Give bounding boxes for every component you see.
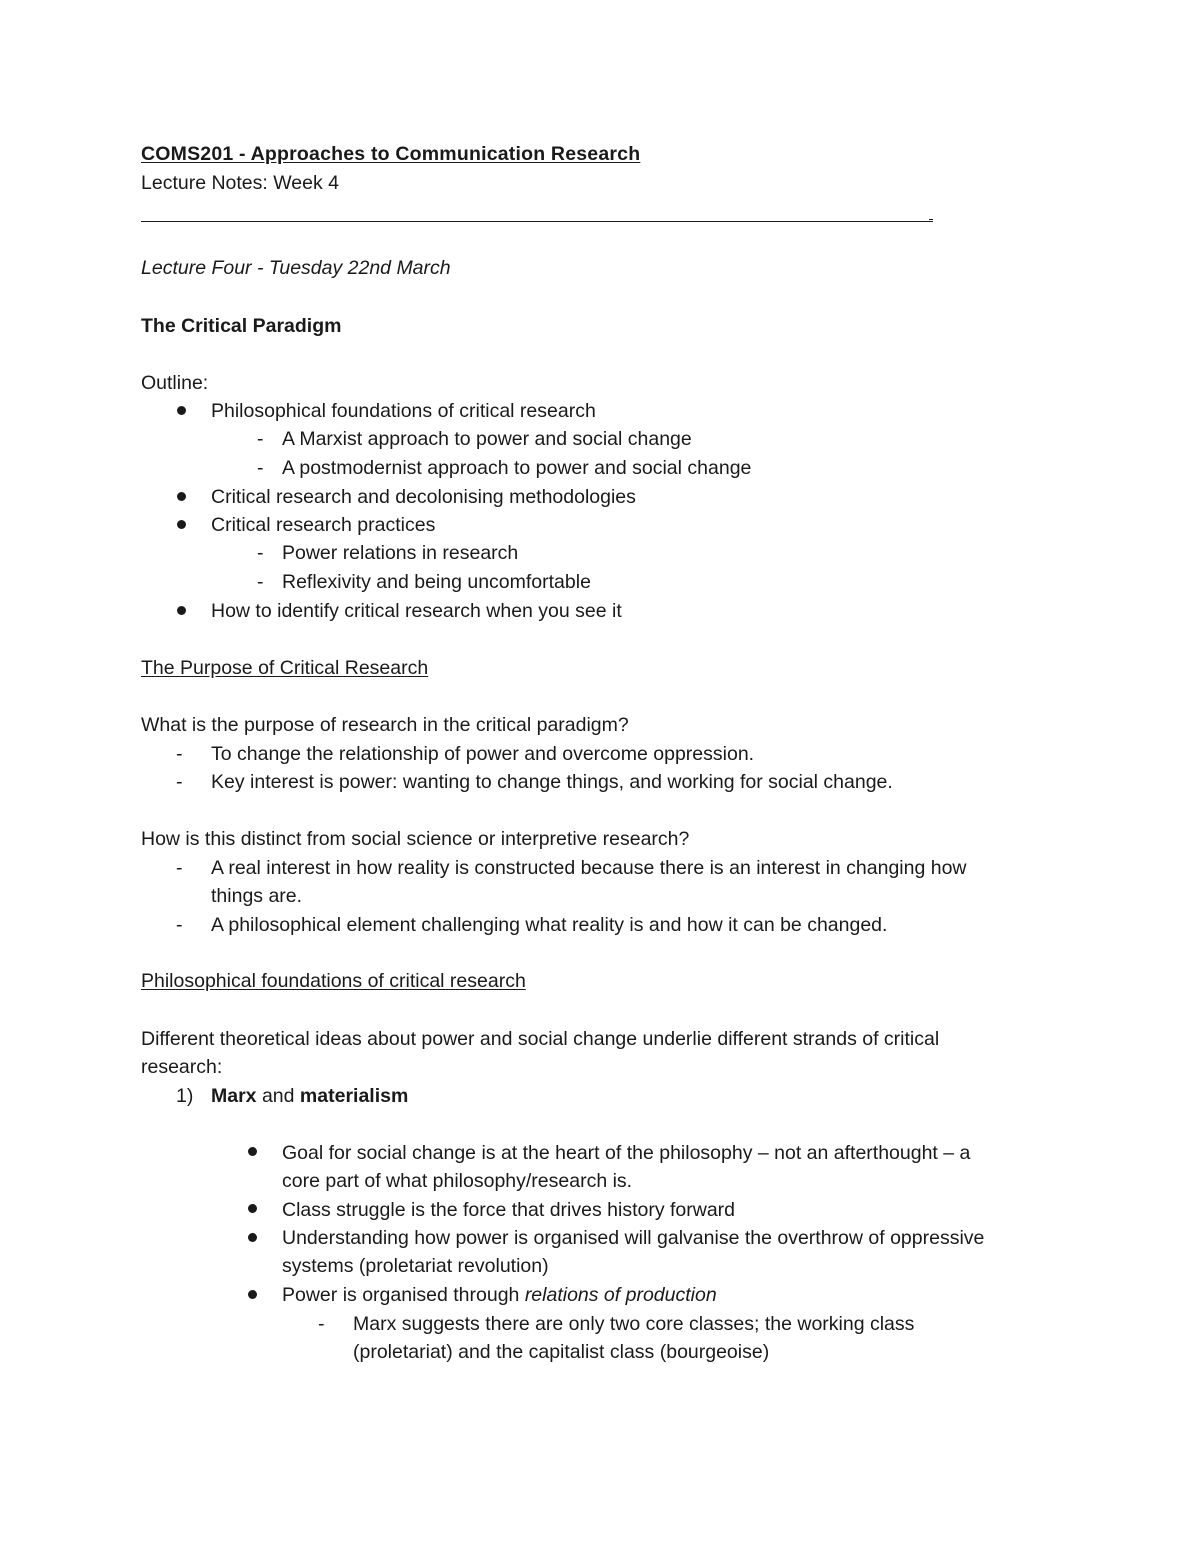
dash-icon: - — [257, 457, 264, 479]
section-heading-purpose: The Purpose of Critical Research — [141, 657, 429, 679]
bullet-icon — [177, 606, 186, 615]
purpose-point: Key interest is power: wanting to change things, and working for social change. — [211, 771, 893, 793]
marx-point-line: systems (proletariat revolution) — [282, 1255, 549, 1277]
bullet-icon — [248, 1290, 257, 1299]
distinct-point-line: things are. — [211, 885, 303, 907]
foundations-intro-line: research: — [141, 1056, 223, 1078]
outline-subitem: Reflexivity and being uncomfortable — [282, 571, 591, 593]
outline-item: Philosophical foundations of critical research — [211, 400, 596, 422]
foundations-intro-line: Different theoretical ideas about power and social change underlie different strands of critical — [141, 1028, 940, 1050]
relations-of-production: relations of production — [524, 1284, 717, 1306]
bullet-icon — [177, 492, 186, 501]
document-subtitle: Lecture Notes: Week 4 — [141, 172, 339, 194]
outline-item: Critical research practices — [211, 514, 436, 536]
distinct-question: How is this distinct from social science or interpretive research? — [141, 828, 690, 850]
dash-icon: - — [257, 428, 264, 450]
section-heading-foundations: Philosophical foundations of critical research — [141, 970, 526, 992]
marx-subpoint-line: Marx suggests there are only two core classes; the working class — [353, 1313, 915, 1335]
document-title: COMS201 - Approaches to Communication Research — [141, 143, 641, 165]
materialism-term: materialism — [299, 1085, 409, 1107]
marx-point-line: core part of what philosophy/research is. — [282, 1170, 633, 1192]
dash-icon: - — [176, 771, 183, 793]
outline-subitem: A Marxist approach to power and social change — [282, 428, 692, 450]
and-word: and — [261, 1085, 295, 1107]
dash-icon: - — [176, 857, 183, 879]
purpose-question: What is the purpose of research in the critical paradigm? — [141, 714, 629, 736]
bullet-icon — [177, 406, 186, 415]
marx-point-line: Class struggle is the force that drives history forward — [282, 1199, 736, 1221]
horizontal-rule-end — [929, 219, 933, 220]
dash-icon: - — [257, 571, 264, 593]
lecture-date: Lecture Four - Tuesday 22nd March — [141, 257, 451, 279]
marx-point-line: Goal for social change is at the heart of the philosophy – not an afterthought – a — [282, 1142, 971, 1164]
dash-icon: - — [318, 1313, 325, 1335]
bullet-icon — [248, 1233, 257, 1242]
marx-point-line: Understanding how power is organised will galvanise the overthrow of oppressive — [282, 1227, 985, 1249]
power-prefix: Power is organised through — [282, 1284, 520, 1306]
bullet-icon — [248, 1147, 257, 1156]
outline-label: Outline: — [141, 372, 209, 394]
dash-icon: - — [257, 542, 264, 564]
marx-point-power — [282, 1283, 717, 1307]
dash-icon: - — [176, 743, 183, 765]
outline-item: Critical research and decolonising methodologies — [211, 486, 636, 508]
section-heading-critical-paradigm: The Critical Paradigm — [141, 315, 342, 337]
distinct-point-line: A real interest in how reality is constructed because there is an interest in changing how — [211, 857, 967, 879]
purpose-point: To change the relationship of power and overcome oppression. — [211, 743, 755, 765]
marx-subpoint-line: (proletariat) and the capitalist class (bourgeoise) — [353, 1341, 770, 1363]
distinct-point-line: A philosophical element challenging what reality is and how it can be changed. — [211, 914, 888, 936]
bullet-icon — [248, 1204, 257, 1213]
bullet-icon — [177, 520, 186, 529]
numbered-item-marker: 1) — [176, 1085, 194, 1107]
outline-subitem: A postmodernist approach to power and social change — [282, 457, 752, 479]
numbered-item-marx — [211, 1084, 408, 1108]
marx-term: Marx — [211, 1085, 257, 1107]
outline-item: How to identify critical research when you see it — [211, 600, 622, 622]
horizontal-rule — [141, 221, 933, 222]
outline-subitem: Power relations in research — [282, 542, 519, 564]
dash-icon: - — [176, 914, 183, 936]
